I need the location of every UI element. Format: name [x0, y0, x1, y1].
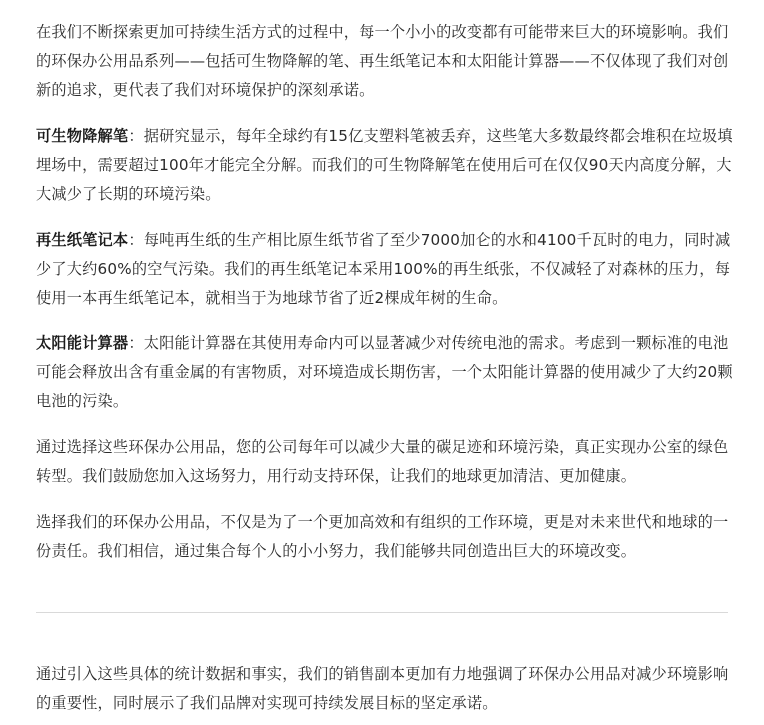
notebook-text: ：每吨再生纸的生产相比原生纸节省了至少7000加仑的水和4100千瓦时的电力，同时减少了大约60%的空气污染。我们的再生纸笔记本采用100%的再生纸张，不仅减轻了对森林的压力，每使用一本再生纸笔记本，就相当于为地球节省了近2棵成年树的生命。 [36, 231, 731, 307]
calculator-text: ：太阳能计算器在其使用寿命内可以显著减少对传统电池的需求。考虑到一颗标准的电池可能会释放出含有重金属的有害物质，对环境造成长期伤害，一个太阳能计算器的使用减少了大约20颗电池的污染。 [36, 334, 733, 410]
calculator-heading: 太阳能计算器 [36, 334, 129, 352]
closing-paragraph: 选择我们的环保办公用品，不仅是为了一个更加高效和有组织的工作环境，更是对未来世代和地球的一份责任。我们相信，通过集合每个人的小小努力，我们能够共同创造出巨大的环境改变。 [36, 513, 729, 560]
calculator-paragraph [36, 329, 736, 416]
impact-paragraph: 通过选择这些环保办公用品，您的公司每年可以减少大量的碳足迹和环境污染，真正实现办公室的绿色转型。我们鼓励您加入这场努力，用行动支持环保，让我们的地球更加清洁、更加健康。 [36, 438, 729, 485]
notebook-heading: 再生纸笔记本 [36, 231, 129, 249]
pen-text: ：据研究显示，每年全球约有15亿支塑料笔被丢弃，这些笔大多数最终都会堆积在垃圾填埋场中，需要超过100年才能完全分解。而我们的可生物降解笔在使用后可在仅仅90天内高度分解，大大减少了长期的环境污染。 [36, 127, 733, 203]
notebook-paragraph [36, 226, 736, 313]
summary-note-paragraph: 通过引入这些具体的统计数据和事实，我们的销售副本更加有力地强调了环保办公用品对减少环境影响的重要性，同时展示了我们品牌对实现可持续发展目标的坚定承诺。 [36, 665, 729, 712]
pen-heading: 可生物降解笔 [36, 127, 129, 145]
intro-paragraph: 在我们不断探索更加可持续生活方式的过程中，每一个小小的改变都有可能带来巨大的环境影响。我们的环保办公用品系列——包括可生物降解的笔、再生纸笔记本和太阳能计算器——不仅体现了我们对创新的追求，更代表了我们对环境保护的深刻承诺。 [36, 23, 729, 99]
section-divider [36, 612, 728, 613]
pen-paragraph [36, 122, 736, 209]
